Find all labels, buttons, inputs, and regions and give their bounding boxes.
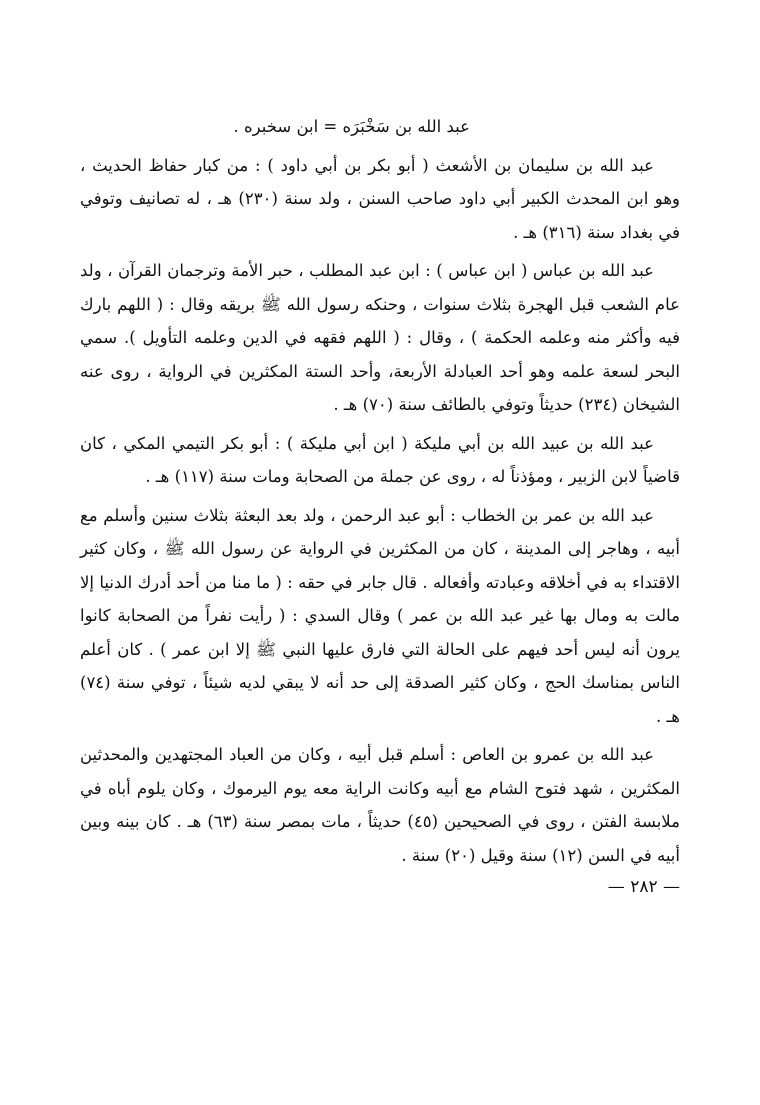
entry-ibn-abi-mulayka: عبد الله بن عبيد الله بن أبي مليكة ( ابن أبي مليكة ) : أبو بكر التيمي المكي ، كان قاضياً لابن الزبير ، ومؤذناً له ، روى عن جملة من الصحابة ومات سنة (١١٧) هـ . [80,433,680,486]
entry-ibn-abi-dawud: عبد الله بن سليمان بن الأشعث ( أبو بكر بن أبي داود ) : من كبار حفاظ الحديث ، وهو ابن المحدث الكبير أبي داود صاحب السنن ، ولد سنة (٢٣٠) هـ ، له تصانيف وتوفي في بغداد سنة (٣١٦) هـ . [80,155,680,242]
entry-ibn-abbas: عبد الله بن عباس ( ابن عباس ) : ابن عبد المطلب ، حبر الأمة وترجمان القرآن ، ولد عام الشعب قبل الهجرة بثلاث سنوات ، وحنكه رسول الله ﷺ بريقه وقال : ( اللهم بارك فيه وأكثر منه وعلمه الحكمة ) ، وقال : ( اللهم فقهه في الدين وعلمه التأويل ). سمي البحر لسعة علمه وهو أحد العبادلة الأربعة، وأحد الستة المكثرين في الرواية ، روى عنه الشيخان (٢٣٤) حديثاً وتوفي بالطائف سنة (٧٠) هـ . [80,261,680,414]
entry-ibn-sakhbara: عبد الله بن سَخْبَرَه = ابن سخبره . [233,117,470,136]
entry-ibn-umar: عبد الله بن عمر بن الخطاب : أبو عبد الرحمن ، ولد بعد البعثة بثلاث سنين وأسلم مع أبيه ، وهاجر إلى المدينة ، كان من المكثرين في الرواية عن رسول الله ﷺ ، وكان كثير الاقتداء به في أخلاقه وعبادته وأفعاله . قال جابر في حقه : ( ما منا من أحد أدرك الدنيا إلا مالت به ومال بها غير عبد الله بن عمر ) وقال السدي : ( رأيت نفراً من الصحابة كانوا يرون أنه ليس أحد فيهم على الحالة التي فارق عليها النبي ﷺ إلا ابن عمر ) . كان أعلم الناس بمناسك الحج ، وكان كثير الصدقة إلى حد أنه لا يبقي لديه شيئاً ، توفي سنة (٧٤) هـ . [80,505,680,726]
page-number: — ٢٨٢ — [607,877,680,897]
entry-ibn-amr-ibn-al-as: عبد الله بن عمرو بن العاص : أسلم قبل أبيه ، وكان من العباد المجتهدين والمحدثين المكثرين ، شهد فتوح الشام مع أبيه وكانت الراية معه يوم اليرموك ، وكان يلوم أباه في ملابسة الفتن ، روى في الصحيحين (٤٥) حديثاً ، مات بمصر سنة (٦٣) هـ . كان بينه وبين أبيه في السن (١٢) سنة وقيل (٢٠) سنة . [80,745,680,865]
page-body [80,110,680,897]
